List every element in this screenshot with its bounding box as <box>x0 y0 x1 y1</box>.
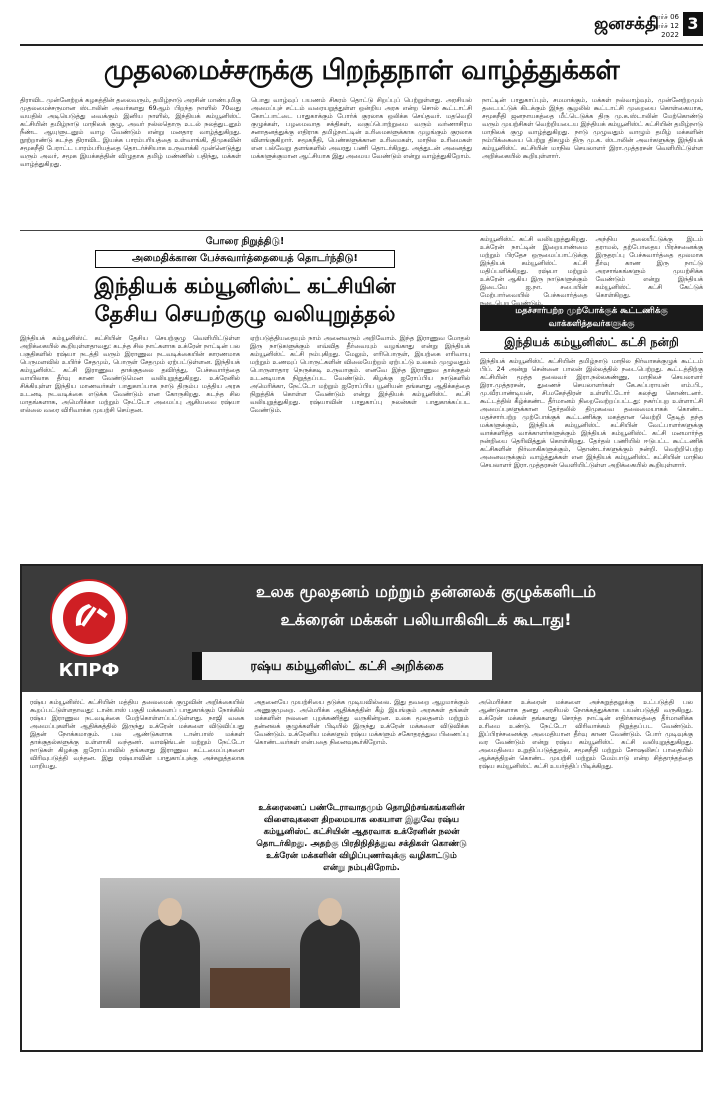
photo-person-left <box>140 918 200 1008</box>
national-continuation <box>480 235 703 307</box>
kprf-logo-text: КПРФ <box>58 660 120 681</box>
article-title-line-2: தேசிய செயற்குழு வலியுறுத்தல் <box>94 302 396 326</box>
meeting-photo <box>100 878 400 1008</box>
photo-person-right <box>300 918 360 1008</box>
kprf-col-2: அதனையே முயற்சியை தடுக்க முடியவில்லை. இது தவறை ஆழமாக்கும் அணுகுமுறை. அமெரிக்க ஆதிக்கத்தின் கீழ் இயங்கும் அரசுகள் தங்கள் மக்களின் நலனை புறக்கணித்து வருகின்றன. உலக மூலதனம் மற்றும் தன்னலக் குழுக்களின் பிடியில் இருந்து உக்ரேன் மக்களை விடுவிக்க வேண்டும். உக்ரேனிய மக்களும் ரஷ்ய மக்களும் சகோதரத்துவ பிணைப்பு கொண்டவர்கள் என்பதை நினைவுகூர்கிறோம். <box>254 698 469 746</box>
kprf-title-line-1: உலக மூலதனம் மற்றும் தன்னலக் குழுக்களிடம் <box>255 582 597 601</box>
kprf-body <box>30 698 693 1046</box>
kprf-title <box>158 578 694 640</box>
kprf-col-3-wrap <box>479 698 693 1046</box>
birthday-col-1: திராவிட முன்னேற்றக் கழகத்தின் தலைவரும், தமிழ்நாடு அரசின் மாண்புமிகு முதலமைச்சருமான ஸ்டாலின் அவர்களது 69ஆம் பிறந்த நாளில் 70வது வயதில் அடியெடுத்து வைக்கும் இனிய நாளில், இந்தியக் கம்யூனிஸ்ட் கட்சியின் தமிழ்நாடு மாநிலக் குழு, அவர் நல்லதொரு உடல் நலத்துடனும் நீண்ட ஆயுளுடனும் வாழ வேண்டும் என்று மனதார வாழ்த்துகிறது. நூற்றாண்டு கடந்த திராவிட இயக்க பாரம்பரியத்தை உள்வாங்கி, திமுகவின் சமூகநீதி பேராட்ட பாரம்பரியத்தை தொடர்ச்சியாக உருவாக்கி முன்னெடுத்து வரும் அவர், சமூக இயக்கத்தின் விழுதாக தமிழ் மண்ணில் பதிந்து, மக்கள் வாழ்த்துகிறது. <box>20 96 241 168</box>
issue-year: 2022 <box>661 31 679 39</box>
main-headline: முதலமைச்சருக்கு பிறந்தநாள் வாழ்த்துக்கள் <box>103 55 620 86</box>
kprf-emblem-icon <box>34 576 144 686</box>
issue-date-end: மார்ச் 12 <box>651 22 679 30</box>
national-body <box>20 334 470 500</box>
kprf-title-line-2: உக்ரைன் மக்கள் பலியாகிவிடக் கூடாது! <box>280 610 572 629</box>
kprf-col-3: அமெரிக்கா உக்ரைன் மக்களை அச்சுறுத்தலுக்கு உட்படுத்தி பல ஆண்டுகளாக தனது அரசியல் நோக்கத்துக்காக பயன்படுத்தி வருகிறது. உக்ரேன் மக்கள் தங்களது சொந்த நாட்டின் எதிர்காலத்தை தீர்மானிக்க உரிமை உண்டு. நேட்டோ விரிவாக்கம் நிறுத்தப்பட வேண்டும். இப்பிரச்சனைக்கு அமைதியான தீர்வு காண வேண்டும். போர் முடிவுக்கு வர வேண்டும் என்று ரஷ்ய கம்யூனிஸ்ட் கட்சி வலியுறுத்துகிறது. அமைதியை உறுதிப்படுத்துதல், சமூகநீதி மற்றும் சோஷலிசப் பாதையில் ஆக்கத்திறன் கொண்ட முயற்சி மற்றும் மேம்பாடு என்ற சித்தாந்தத்தை ரஷ்ய கம்யூனிஸ்ட் கட்சி உயர்த்திப் பிடிக்கிறது. <box>478 698 693 770</box>
article-kicker-box: அமைதிக்கான பேச்சுவார்த்தையைத் தொடர்ந்திடு! <box>95 250 395 268</box>
page-number: 3 <box>683 12 703 36</box>
national-col-2: ஏற்படுத்தியதையும் நாம் அனைவரும் அறிவோம். இந்த இராணுவ மோதல் இரு நாடுகளுக்கும் எவ்வித தீர்வையும் வழங்காது என்று இந்தியக் கம்யூனிஸ்ட் கட்சி நம்புகிறது. மேலும், எரிபொருள், இயற்கை எரிவாயு மற்றும் உணவுப் பொருட்களின் விலையேற்றம் ஏற்பட்டு உலகம் முழுவதும் பொருளாதார நெருக்கடி உருவாகும். எனவே இந்த இராணுவ தாக்குதல் உடனடியாக நிறுத்தப்பட வேண்டும். கிழக்கு ஐரோப்பிய நாடுகளில் அமெரிக்கா, நேட்டோ மற்றும் ஐரோப்பிய யூனியன் தங்களது ஆதிக்கத்தை நிறுத்திக் கொள்ள வேண்டும் என்று இந்தியக் கம்யூனிஸ்ட் கட்சி வலியுறுத்துகிறது. ரஷ்யாவின் பாதுகாப்பு நலன்கள் பாதுகாக்கப்பட வேண்டும். <box>250 334 470 414</box>
thanks-body: இந்தியக் கம்யூனிஸ்ட் கட்சியின் தமிழ்நாடு மாநில நிர்வாகக்குழுக் கூட்டம் பிப். 24 அன்று சென்னை பாலன் இல்லத்தில் நடைபெற்றது. கூட்டத்திற்கு கட்சியின் மூத்த தலைவர் இரா.நல்லகண்ணு, மாநிலச் செயலாளர் இரா.முத்தரசன், துணைச் செயலாளர்கள் கே.சுப்பராயன் எம்.பி., மு.வீரபாண்டியன், சி.மகேந்திரன் உள்ளிட்டோர் கலந்து கொண்டனர். கூட்டத்தில் கீழ்க்கண்ட தீர்மானம் நிறைவேற்றப்பட்டது: நகர்ப்புற உள்ளாட்சி அமைப்புகளுக்கான தேர்தலில் திமுகவை தலைமையாகக் கொண்ட மதச்சார்பற்ற முற்போக்குக் கூட்டணிக்கு மகத்தான வெற்றி தேடித் தந்த மக்களுக்கும், இந்தியக் கம்யூனிஸ்ட் கட்சியின் வேட்பாளர்களுக்கு வாக்களித்த வாக்காளர்களுக்கும் இந்தியக் கம்யூனிஸ்ட் கட்சி மனமார்ந்த நன்றியை தெரிவித்துக் கொள்கிறது. தேர்தல் பணியில் ஈடுபட்ட கூட்டணிக் கட்சிகளின் நிர்வாகிகளுக்கும், தொண்டர்களுக்கும் நன்றி. வெற்றிபெற்ற அனைவருக்கும் வாழ்த்துக்கள் என இந்தியக் கம்யூனிஸ்ட் கட்சியின் மாநில செயலாளர் இரா.முத்தரசன் வெளியிட்டுள்ள அறிக்கையில் கூறியுள்ளார். <box>480 357 703 469</box>
kprf-subtitle: ரஷ்ய கம்யூனிஸ்ட் கட்சி அறிக்கை <box>192 652 492 680</box>
article-title-line-1: இந்தியக் கம்யூனிஸ்ட் கட்சியின் <box>94 274 396 298</box>
section-divider <box>20 230 703 231</box>
kprf-callout: உக்ரைனைப் பண்டேராவாதமும் தொழிற்சங்கங்களின் விளைவுகளை திறமையாக கையாள இதுவே ரஷ்ய கம்யூனிஸ்ட் கட்சியின் ஆதரவாக உக்ரேனின் நலன் தொடர்கிறது. அதற்கு பிரதிநிதித்துவ சக்திகள் கொண்டு உக்ரேன் மக்களின் விழிப்புணர்வுக்கு வழிகாட்டும் என்று நம்புகிறோம். <box>256 803 467 873</box>
kprf-statement-box <box>20 564 703 1052</box>
national-col-1: இந்தியக் கம்யூனிஸ்ட் கட்சியின் தேசிய செயற்குழு வெளியிட்டுள்ள அறிக்கையில் கூறியுள்ளதாவது: கடந்த சில நாட்களாக உக்ரேன் நாட்டின் பல பகுதிகளில் ரஷ்யா நடத்தி வரும் இராணுவ நடவடிக்கையின் காரணமாக பெருமளவில் உயிர்ச் சேதமும், பொருள் சேதமும் ஏற்பட்டுள்ளன. இந்தியக் கம்யூனிஸ்ட் கட்சி இராணுவ தாக்குதலை தவிர்த்து, பேச்சுவார்த்தை வாயிலாக தீர்வு காண வேண்டுமென வலியுறுத்துகிறது. உக்ரேனில் சிக்கியுள்ள இந்திய மாணவர்கள் பாதுகாப்பாக நாடு திரும்ப மத்திய அரசு உடனடி நடவடிக்கை எடுக்க வேண்டும் என கோருகிறது. கடந்த சில மாதங்களாக, அமெரிக்கா மற்றும் நேட்டோ அமைப்பு ஆகியவை ரஷ்யா எல்லை வரை விரிவாக்க முயற்சி செய்தன. <box>20 334 240 414</box>
kprf-col-1: ரஷ்ய கம்யூனிஸ்ட் கட்சியின் மத்திய தலைமைக் குழுவின் அறிக்கையில் கூறப்பட்டுள்ளதாவது: டான்பாஸ் பகுதி மக்களைப் பாதுகாக்கும் நோக்கில் ரஷ்ய இராணுவ நடவடிக்கை மேற்கொள்ளப்பட்டுள்ளது. நாஜி வகை அமைப்புகளின் ஆதிக்கத்தில் இருந்து உக்ரேன் மக்களை விடுவிப்பது இதன் நோக்கமாகும். பல ஆண்டுகளாக டான்பாஸ் மக்கள் தாக்குதல்களுக்கு உள்ளாகி வந்தனர். வாஷிங்டன் மற்றும் நேட்டோ நாடுகள் கிழக்கு ஐரோப்பாவில் தங்களது இராணுவ கட்டமைப்புகளை விரிவுபடுத்தி வந்தன. இது ரஷ்யாவின் பாதுகாப்புக்கு அச்சுறுத்தலாக மாறியது. <box>30 698 245 770</box>
kprf-header-band <box>22 566 701 692</box>
national-continuation-1: கம்யூனிஸ்ட் கட்சி வலியுறுத்துகிறது. உக்ரேன் நாட்டின் இறையாண்மை மற்றும் பிரதேச ஒருமைப்பாட்டுக்கு இந்தியக் கம்யூனிஸ்ட் கட்சி மதிப்பளிக்கிறது. ரஷ்யா மற்றும் உக்ரேன் ஆகிய இரு நாடுகளுக்கும் இடையே ஐ.நா. சபையின் மேற்பார்வையில் பேச்சுவார்த்தை நடைபெற வேண்டும். <box>480 235 588 307</box>
kprf-col-2-wrap <box>254 698 468 1046</box>
article-kicker: போரை நிறுத்திடு! <box>205 236 285 247</box>
kprf-logo <box>34 576 144 686</box>
masthead <box>20 8 703 46</box>
photo-table <box>210 968 290 1008</box>
thanks-title: இந்தியக் கம்யூனிஸ்ட் கட்சி நன்றி <box>480 334 703 353</box>
national-committee-article <box>20 235 470 529</box>
birthday-col-3: நாட்டின் பாதுகாப்பும், சமமாக்கும், மக்கள் நல்வாழ்வும், முன்னேற்றமும் தடைபட்டுக் கிடக்கும் இந்த சூழலில் கூட்டாட்சி முறையை கொள்கையாக, சமூகநீதி ஜனநாயகத்தை மீட்டெடுக்க திரு மு.க.ஸ்டாலின் மேற்கொண்டு வரும் முயற்சிகள் வெற்றியடைய இந்தியக் கம்யூனிஸ்ட் கட்சியின் தமிழ்நாடு மாநிலக் குழு வாழ்த்துகிறது. நாடு முழுவதும் வாழும் தமிழ் மக்களின் நம்பிக்கையை பெற்று திகழும் திரு மு.க. ஸ்டாலின் அவர்களுக்கு இந்தியக் கம்யூனிஸ்ட் கட்சியின் மாநில செயலாளர் இரா.முத்தரசன் வெளியிட்டுள்ள அறிக்கையில் கூறியுள்ளார். <box>482 96 703 160</box>
thanks-title-bar: மதச்சார்பற்ற முற்போக்குக் கூட்டணிக்கு வாக்களித்தவர்களுக்கு <box>480 305 703 331</box>
issue-dates <box>645 13 679 40</box>
thanks-article <box>480 235 703 529</box>
birthday-article <box>20 96 703 224</box>
newspaper-name: ஜனசக்தி <box>594 14 659 34</box>
birthday-col-2: பொது வாழ்வுப் பயணம் சிகரம் தொட்டு சிறப்புப் பெற்றுள்ளது. அரசியல் அமைப்புச் சட்டம் வரையறுத்துள்ள ஒன்றிய அரசு என்ற சொல் கூட்டாட்சி கோட்பாட்டை பாதுகாக்கும் போர்க் குரலாக ஒலிக்க செய்தவர். மதவெறி குழுக்கள், பழமைவாத சக்திகள், வகுப்பொற்றுமை வரும் வர்ணாசிரம சனாதனத்துக்கு எதிராக தமிழ்நாட்டின் உரிமைகளுக்காக முழங்கும் குரலாக விளங்குகிறார். சமூகநீதி, பெண்களுக்கான உரிமைகள், மாநில உரிமைகள் என பல்வேறு தளங்களில் அவரது பணி தொடர்கிறது. அத்துடன் அனைத்து மக்களுக்குமான ஆட்சியாக இது அமைய வேண்டும் என்று வாழ்த்துகிறோம். <box>251 96 472 160</box>
middle-section <box>20 235 703 529</box>
issue-date-start: மார்ச் 06 <box>651 13 679 21</box>
national-continuation-2: அந்நிய தலையீட்டுக்கு இடம் தராமல், தற்போதைய பிரச்சனைக்கு இருதரப்பு பேச்சுவார்த்தை மூலமாக தீர்வு காண இரு நாட்டு அரசாங்கங்களும் முயற்சிக்க வேண்டும் என்று இந்தியக் கம்யூனிஸ்ட் கட்சி கேட்டுக் கொள்கிறது. <box>595 235 703 299</box>
